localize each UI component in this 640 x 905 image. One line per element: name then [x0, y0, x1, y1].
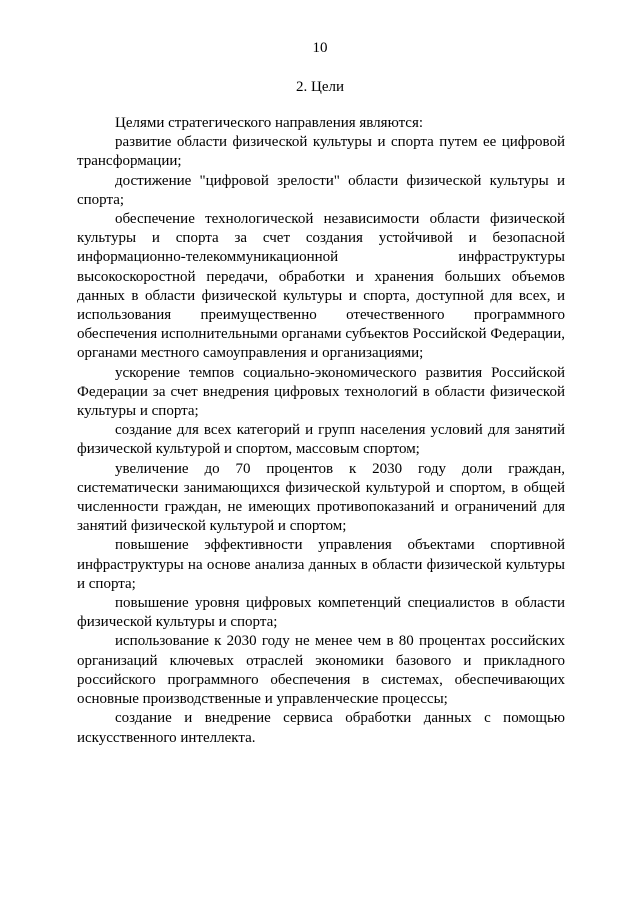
goals-list	[77, 114, 565, 748]
page-number: 10	[312, 40, 328, 56]
goal-paragraph: создание и внедрение сервиса обработки данных с помощью искусственного интеллекта.	[77, 710, 565, 746]
goal-paragraph: повышение уровня цифровых компетенций специалистов в области физической культуры и спорта;	[77, 595, 565, 631]
goal-paragraph: повышение эффективности управления объектами спортивной инфраструктуры на основе анализа данных в области физической культуры и спорта;	[77, 537, 565, 592]
goal-paragraph: обеспечение технологической независимости области физической культуры и спорта за счет создания устойчивой и безопасной информационно-телекоммуникационной инфраструктуры высокоскоростной передачи, обработки и хранения больших объемов данных в области физической культуры и спорта, доступной для всех, и использования преимущественно отечественного программного обеспечения исполнительными органами субъектов Российской Федерации, органами местного самоуправления и организациями;	[77, 211, 565, 362]
goal-paragraph: использование к 2030 году не менее чем в 80 процентах российских организаций ключевых отраслей экономики базового и прикладного российского программного обеспечения в системах, обеспечивающих основные производственные и управленческие процессы;	[77, 633, 565, 708]
intro-paragraph: Целями стратегического направления являются:	[115, 115, 424, 131]
goal-paragraph: развитие области физической культуры и спорта путем ее цифровой трансформации;	[77, 134, 565, 170]
goal-paragraph: увеличение до 70 процентов к 2030 году доли граждан, систематически занимающихся физической культурой и спортом, в общей численности граждан, не имеющих противопоказаний и ограничений для занятий физической культурой и спортом;	[77, 460, 565, 535]
section-title: 2. Цели	[295, 79, 344, 95]
goal-paragraph: достижение "цифровой зрелости" области физической культуры и спорта;	[77, 172, 565, 208]
goal-paragraph: ускорение темпов социально-экономического развития Российской Федерации за счет внедрения цифровых технологий в области физической культуры и спорта;	[77, 364, 565, 420]
goal-paragraph: создание для всех категорий и групп населения условий для занятий физической культурой и спортом, массовым спортом;	[77, 422, 565, 458]
